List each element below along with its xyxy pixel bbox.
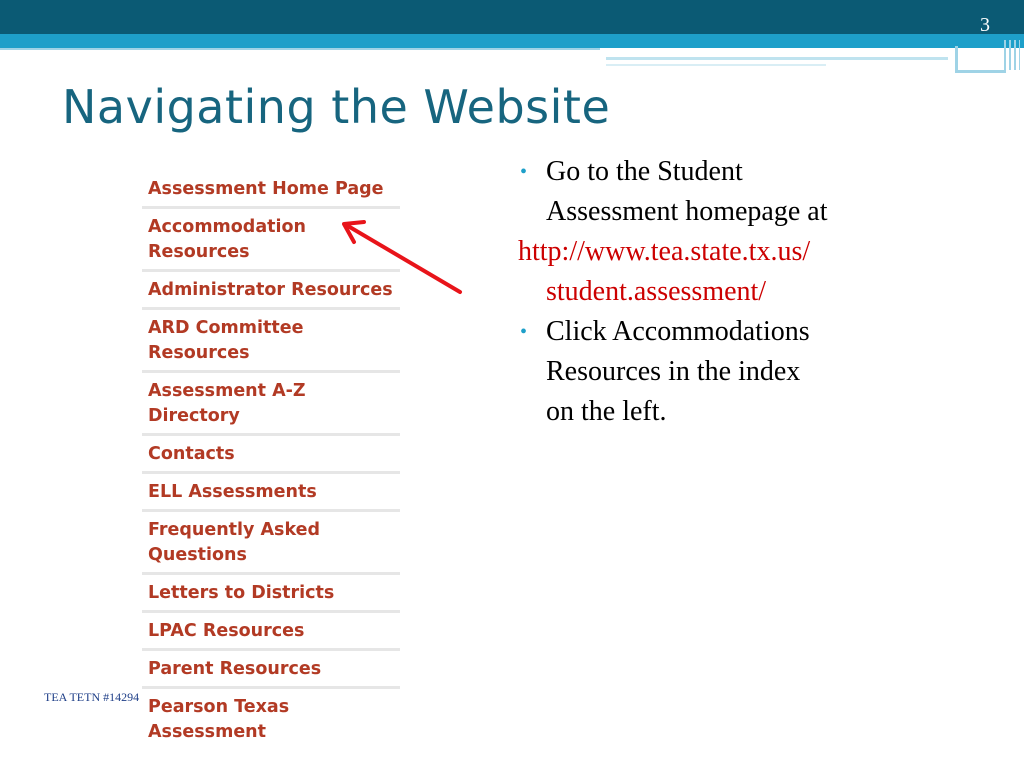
header-accent-line [606,57,948,60]
instructions [518,152,988,432]
bullet-text: Resources in the index [546,356,801,387]
nav-item-ard-committee-resources[interactable] [142,310,400,373]
header-corner-lines [1004,40,1020,70]
footer-text: TEA TETN #14294 [44,690,140,704]
nav-item-frequently-asked-questions[interactable] [142,512,400,575]
nav-item-assessment-home-page[interactable] [142,171,400,209]
nav-item-label: Accommodation [148,217,306,237]
header-accent-line [606,64,826,66]
nav-item-lpac-resources[interactable] [142,613,400,651]
bullet-text: Assessment homepage at [546,196,828,227]
nav-item-label: Resources [148,343,250,363]
url-text: http://www.tea.state.tx.us/ [518,236,811,267]
nav-item-label: Frequently Asked [148,520,321,540]
nav-item-label: Assessment A-Z [148,381,306,401]
nav-item-contacts[interactable] [142,436,400,474]
bullet-dot-icon: • [520,161,528,183]
url-text: student.assessment/ [546,276,767,307]
nav-item-label: Pearson Texas [148,697,290,717]
nav-item-label: Administrator Resources [148,280,393,300]
header-stripe [0,34,1024,48]
nav-item-letters-to-districts[interactable] [142,575,400,613]
nav-item-label: Assessment Home Page [148,179,384,199]
bullet-text: Go to the Student [546,156,743,187]
nav-item-label: Resources [148,242,250,262]
nav-item-label: Directory [148,406,240,426]
nav-item-label: Letters to Districts [148,583,335,603]
nav-item-ell-assessments[interactable] [142,474,400,512]
assessment-url-link[interactable] [518,232,988,312]
bullet-dot-icon: • [520,321,528,343]
nav-item-label: Contacts [148,444,235,464]
nav-item-parent-resources[interactable] [142,651,400,689]
nav-item-label: Assessment [148,722,267,742]
bullet-text: Click Accommodations [546,316,810,347]
bullet-text: on the left. [546,396,667,427]
red-pointer-arrow-icon [330,212,470,302]
slide-title: Navigating the Website [62,80,611,134]
header-accent-line [0,48,600,50]
nav-item-label: Questions [148,545,247,565]
nav-item-pearson-texas-assessment[interactable] [142,689,400,749]
nav-item-label: Parent Resources [148,659,322,679]
header-bar [0,0,1024,34]
nav-item-label: ARD Committee [148,318,304,338]
bullet-item [518,152,988,232]
bullet-item [518,312,988,432]
header-corner-ornament [955,46,1006,73]
nav-item-label: LPAC Resources [148,621,305,641]
slide-number: 3 [980,14,990,36]
nav-item-assessment-a-z-directory[interactable] [142,373,400,436]
nav-item-label: ELL Assessments [148,482,317,502]
